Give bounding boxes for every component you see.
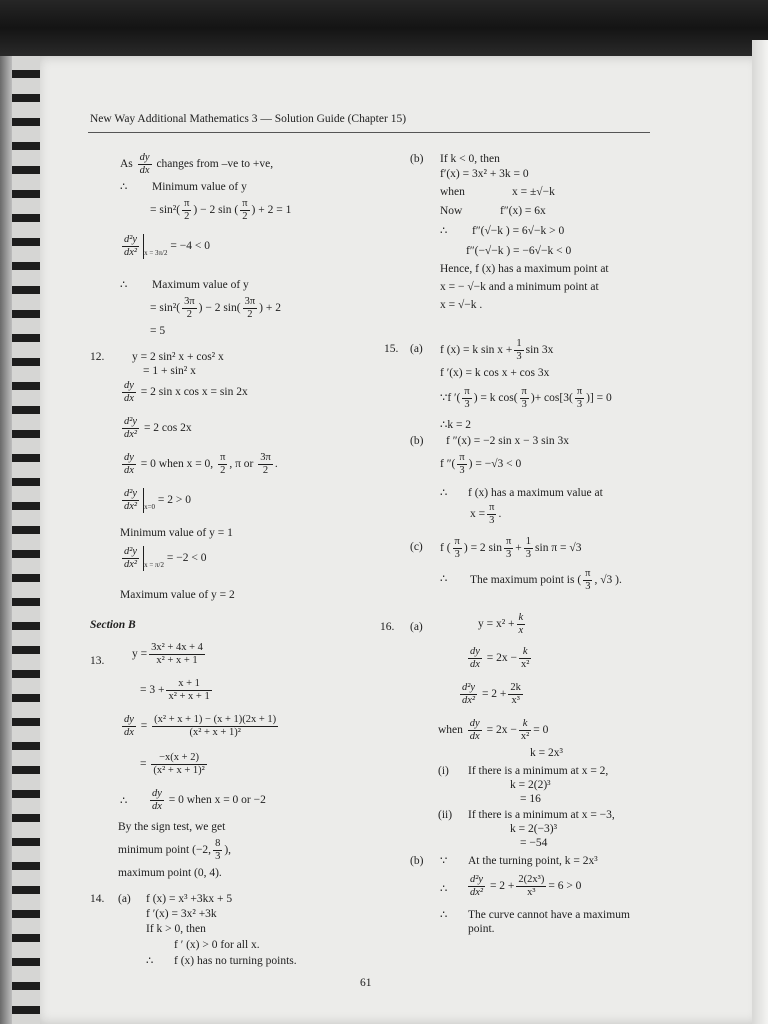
q15a-line4: ∴k = 2 (440, 419, 472, 431)
q11b-now-word: Now (440, 205, 463, 217)
q11b-line5: f″(√−k ) = 6√−k > 0 (472, 225, 565, 237)
q15c-line2: The maximum point is ( $\frac{\pi}{3}$ , √3 ). (470, 568, 622, 592)
q11-min-label: Minimum value of y (152, 181, 247, 193)
therefore-symbol: ∴ (120, 279, 128, 291)
q12-line2: = 1 + sin² x (143, 365, 196, 377)
q15b-line1: f ″(x) = −2 sin x − 3 sin 3x (446, 435, 569, 447)
q11b-line8: x = − √−k and a minimum point at (440, 281, 599, 293)
q15b-line2: f ″( $\frac{\pi}{3}$ ) = −√3 < 0 (440, 452, 522, 476)
q13-line2: = 3 + $\frac{x + 1}{\text{x² + x + 1}}$ (140, 678, 210, 702)
q12-eval-at-zero: $\frac{\text{d²y}}{\text{dx²}}$ $_{x=0}$ = 2 > 0 (120, 488, 191, 514)
q12-max-value: Maximum value of y = 2 (120, 589, 235, 601)
q16ii-label: (ii) (438, 809, 453, 821)
q16i-label: (i) (438, 765, 449, 777)
q11b-line7: Hence, f (x) has a maximum point at (440, 263, 609, 275)
q15b-line3: f (x) has a maximum value at (468, 487, 603, 499)
q16-k-equation: k = 2x³ (530, 747, 563, 759)
therefore-symbol: ∴ (120, 181, 128, 193)
q13-derivative-simplified: = $\frac{-x(x + 2)}{\text{(x² + x + 1)²}}$ (140, 752, 205, 776)
q13-number: 13. (90, 655, 105, 667)
q14-line4: f ′ (x) > 0 for all x. (174, 939, 260, 951)
therefore-symbol: ∴ (146, 955, 154, 967)
q15b-label: (b) (410, 435, 424, 447)
q16-first-derivative: $\frac{dy}{dx}$ = 2x − $\frac{k}{\text{x²}}$ (470, 646, 530, 670)
q11-max-label: Maximum value of y (152, 279, 249, 291)
q13-minimum-point: minimum point (−2, $\frac{8}{3}$ ), (118, 838, 232, 862)
q14a-label: (a) (118, 893, 131, 905)
q12-second-derivative: $\frac{\text{d²y}}{\text{dx²}}$ = 2 cos 2x (124, 416, 192, 440)
q13-sign-test: By the sign test, we get (118, 821, 226, 833)
binding-shadow (0, 56, 12, 1024)
q15-number: 15. (384, 343, 399, 355)
q15c-label: (c) (410, 541, 423, 553)
q11-second-derivative: $\frac{\text{d²y}}{\text{dx²}}$ $_{x = 3\pi/2}$ = −4 < 0 (120, 234, 210, 260)
q11b-line6: f″(−√−k ) = −6√−k < 0 (466, 245, 572, 257)
q11b-line1: If k < 0, then (440, 153, 500, 165)
therefore-symbol: ∴ (440, 225, 448, 237)
running-header: New Way Additional Mathematics 3 — Solution Guide (Chapter 15) (90, 113, 407, 125)
q13-stationary: $\frac{dy}{dx}$ = 0 when x = 0 or −2 (152, 788, 266, 812)
header-rule (88, 132, 650, 133)
page-right-edge (752, 40, 768, 1024)
q11b-line9: x = √−k . (440, 299, 483, 311)
q16b-line1: At the turning point, k = 2x³ (468, 855, 598, 867)
q11-as-line: As $\frac{dy}{dx}$ changes from –ve to +ve, (120, 152, 274, 176)
q14-line5: f (x) has no turning points. (174, 955, 297, 967)
q16a-label: (a) (410, 621, 423, 633)
q11b-label: (b) (410, 153, 424, 165)
q16b-line3: The curve cannot have a maximum (468, 909, 630, 921)
q11b-line2: f′(x) = 3x² + 3k = 0 (440, 168, 529, 180)
q11-result: = 5 (150, 325, 166, 337)
q16-when-line: when $\frac{dy}{dx}$ = 2x − $\frac{k}{\text{x²}}$ = 0 (438, 718, 549, 742)
q12-stationary-points: $\frac{dy}{dx}$ = 0 when x = 0, $\frac{\pi}{2}$ , π or $\frac{3\pi}{2}$ . (124, 452, 278, 476)
q15a-label: (a) (410, 343, 423, 355)
q14-line2: f ′(x) = 3x² +3k (146, 908, 217, 920)
scan-top-dark-band (0, 0, 768, 62)
q12-line1: y = 2 sin² x + cos² x (132, 351, 224, 363)
therefore-symbol: ∴ (440, 487, 448, 499)
q13-line1: y = $\frac{\text{3x² + 4x + 4}}{\text{x² + x + 1}}$ (132, 642, 203, 666)
q15a-line1: f (x) = k sin x + $\frac{1}{3}$ sin 3x (440, 338, 554, 362)
q15a-line2: f ′(x) = k cos x + cos 3x (440, 367, 550, 379)
section-heading: Section B (90, 619, 136, 631)
q12-first-derivative: $\frac{dy}{dx}$ = 2 sin x cos x = sin 2x (124, 380, 248, 404)
therefore-symbol: ∴ (440, 573, 448, 585)
q15b-line4: x = $\frac{\pi}{3}$ . (470, 502, 502, 526)
q11-min-expression: = sin²( $\frac{\pi}{2}$ ) − 2 sin ( $\frac{\pi}{2}$ ) + 2 = 1 (150, 198, 292, 222)
therefore-symbol: ∴ (120, 795, 128, 807)
q16i-line2: k = 2(2)³ (510, 779, 551, 791)
therefore-symbol: ∴ (440, 883, 448, 895)
q16ii-line2: k = 2(−3)³ (510, 823, 558, 835)
q11b-line3: x = ±√−k (512, 186, 555, 198)
q16b-line4: point. (468, 923, 495, 935)
q16i-line3: = 16 (520, 793, 541, 805)
q13-derivative: $\frac{dy}{dx}$ = $\frac{\text{(x² + x + 1) − (x + 1)(2x + 1)}}{\text{(x² + x + 1)²}}$ (124, 714, 277, 738)
q16-number: 16. (380, 621, 395, 633)
q16i-line1: If there is a minimum at x = 2, (468, 765, 609, 777)
q16ii-line1: If there is a minimum at x = −3, (468, 809, 615, 821)
because-symbol: ∵ (440, 855, 448, 867)
q13-maximum-point: maximum point (0, 4). (118, 867, 222, 879)
q16-second-derivative: $\frac{\text{d²y}}{\text{dx²}}$ = 2 + $\frac{2k}{\text{x³}}$ (462, 682, 521, 706)
therefore-symbol: ∴ (440, 909, 448, 921)
q14-line1: f (x) = x³ +3kx + 5 (146, 893, 233, 905)
q11-max-expression: = sin²( $\frac{3\pi}{2}$ ) − 2 sin( $\frac{3\pi}{2}$ ) + 2 (150, 296, 281, 320)
q14-number: 14. (90, 893, 105, 905)
q16-line1: y = x² + $\frac{k}{x}$ (478, 612, 524, 636)
q12-min-value: Minimum value of y = 1 (120, 527, 233, 539)
q15c-line1: f ( $\frac{\pi}{3}$ ) = 2 sin $\frac{\pi}{3}$ + $\frac{1}{3}$ sin π = √3 (440, 536, 582, 560)
q12-number: 12. (90, 351, 105, 363)
q16ii-line3: = −54 (520, 837, 548, 849)
q15a-line3: ∵f ′( $\frac{\pi}{3}$ ) = k cos( $\frac{\pi}{3}$ )+ cos[3( $\frac{\pi}{3}$ )] = 0 (440, 386, 612, 410)
q11b-line4: f″(x) = 6x (500, 205, 546, 217)
page-number: 61 (360, 977, 372, 989)
q11b-when-word: when (440, 186, 465, 198)
q14-line3: If k > 0, then (146, 923, 206, 935)
q12-eval-at-pi-half: $\frac{\text{d²y}}{\text{dx²}}$ $_{x = \pi/2}$ = −2 < 0 (120, 546, 206, 572)
q16b-label: (b) (410, 855, 424, 867)
q16b-line2: $\frac{\text{d²y}}{\text{dx²}}$ = 2 + $\frac{\text{2(2x³)}}{\text{x³}}$ = 6 > 0 (470, 874, 582, 898)
